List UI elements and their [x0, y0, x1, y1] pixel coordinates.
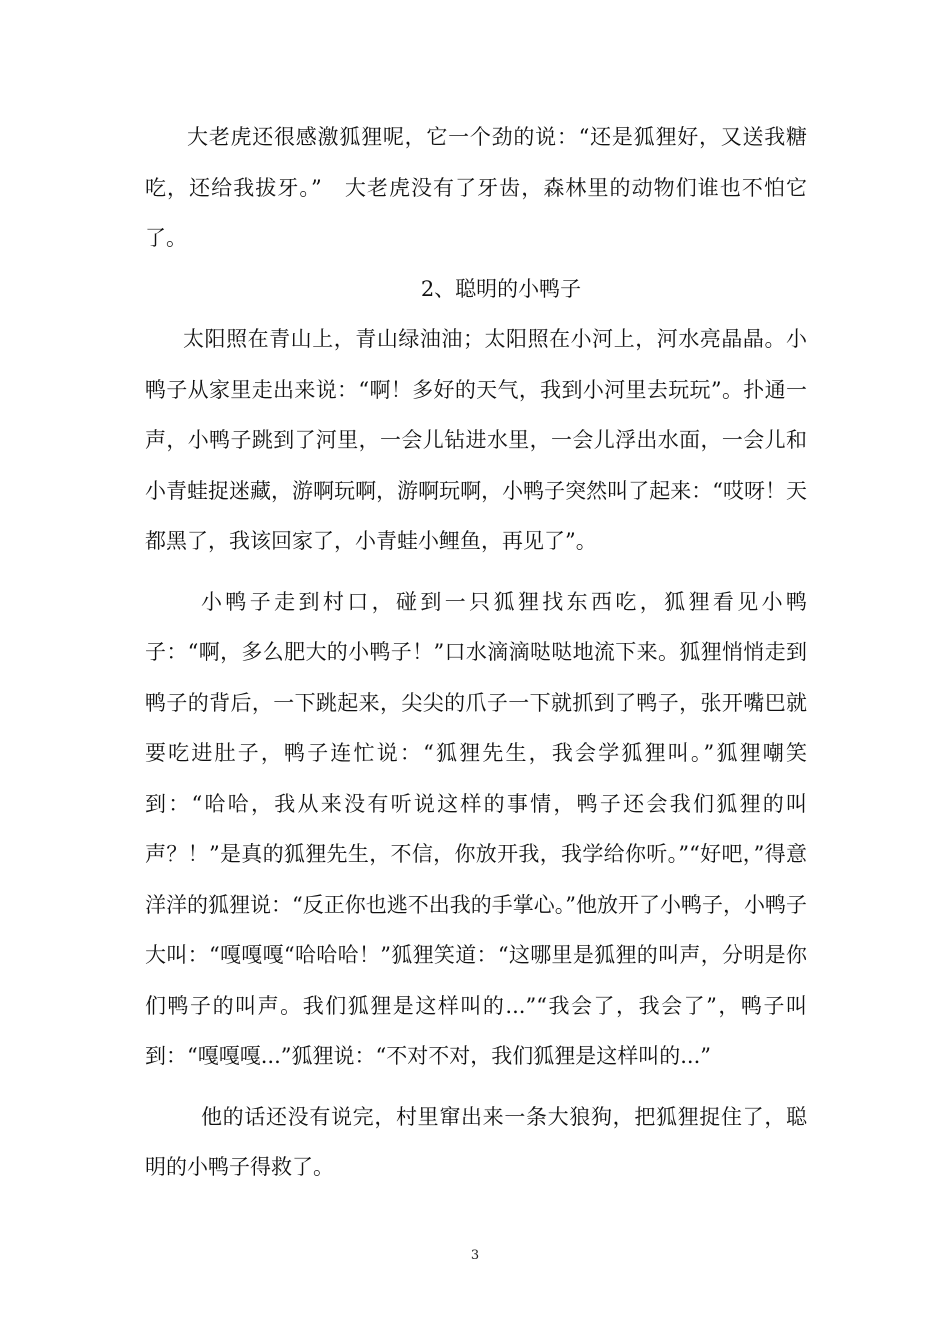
paragraph-duckling-playing: 太阳照在青山上，青山绿油油；太阳照在小河上，河水亮晶晶。小鸭子从家里走出来说：“啊！多好的天气，我到小河里去玩玩”。扑通一声，小鸭子跳到了河里，一会儿钻进水里，一会儿浮出水面，一会儿和小青蛙捉迷藏，游啊玩啊，游啊玩啊，小鸭子突然叫了起来：“哎呀！天都黑了，我该回家了，小青蛙小鲤鱼，再见了”。 [145, 327, 807, 553]
page-number: 3 [470, 1248, 480, 1263]
paragraph-duckling-saved: 他的话还没有说完，村里窜出来一条大狼狗，把狐狸捉住了，聪明的小鸭子得救了。 [145, 1104, 807, 1179]
document-body [145, 112, 807, 1193]
paragraph-fox-encounter: 小鸭子走到村口，碰到一只狐狸找东西吃，狐狸看见小鸭子：“啊，多么肥大的小鸭子！”口水滴滴哒哒地流下来。狐狸悄悄走到鸭子的背后，一下跳起来，尖尖的爪子一下就抓到了鸭子，张开嘴巴就要吃进肚子，鸭子连忙说：“狐狸先生，我会学狐狸叫。”狐狸嘲笑到：“哈哈，我从来没有听说这样的事情，鸭子还会我们狐狸的叫声？！”是真的狐狸先生，不信，你放开我，我学给你听。”“好吧，”得意洋洋的狐狸说：“反正你也逃不出我的手掌心。”他放开了小鸭子，小鸭子大叫：“嘎嘎嘎“哈哈哈！”狐狸笑道：“这哪里是狐狸的叫声，分明是你们鸭子的叫声。我们狐狸是这样叫的...”“我会了，我会了”，鸭子叫到：“嘎嘎嘎...”狐狸说：“不对不对，我们狐狸是这样叫的...” [145, 589, 807, 1068]
paragraph-tiger-ending: 大老虎还很感激狐狸呢，它一个劲的说：“还是狐狸好，又送我糖吃，还给我拔牙。” 大老虎没有了牙齿，森林里的动物们谁也不怕它了。 [145, 125, 807, 250]
story-title: 2、聪明的小鸭子 [420, 276, 582, 301]
